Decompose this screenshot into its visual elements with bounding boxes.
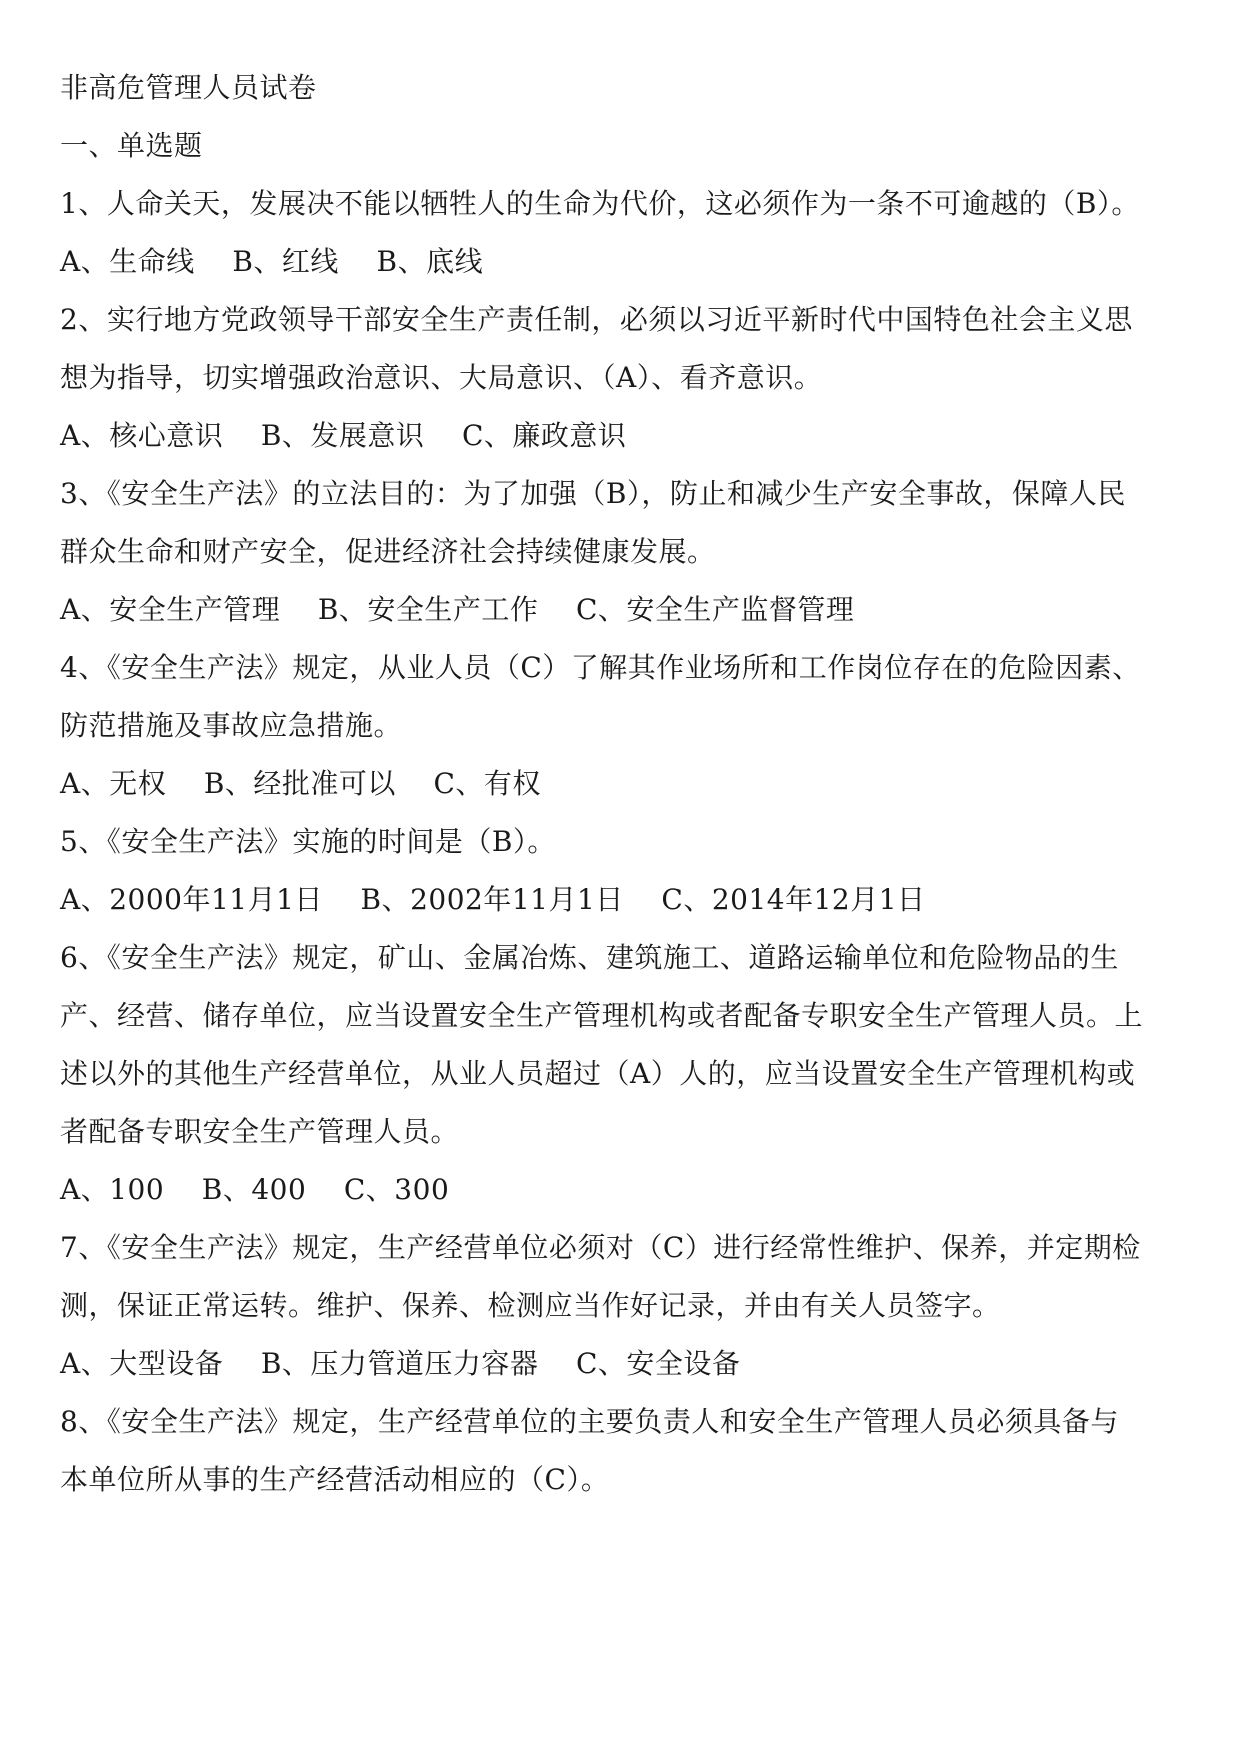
section-heading: 一、单选题 (60, 129, 203, 162)
question-7-stem-line: 7、《安全生产法》规定，生产经营单位必须对（C）进行经常性维护、保养，并定期检 (60, 1231, 1141, 1264)
question-2-options: A、核心意识 B、发展意识 C、廉政意识 (60, 419, 627, 452)
question-2-stem-line: 想为指导，切实增强政治意识、大局意识、（A）、看齐意识。 (60, 361, 823, 394)
question-8-stem-line: 本单位所从事的生产经营活动相应的（C）。 (60, 1463, 610, 1496)
question-3-stem-line: 3、《安全生产法》的立法目的：为了加强（B），防止和减少生产安全事故，保障人民 (60, 477, 1126, 510)
question-4-options: A、无权 B、经批准可以 C、有权 (60, 767, 541, 800)
question-7-stem-line: 测，保证正常运转。维护、保养、检测应当作好记录，并由有关人员签字。 (60, 1289, 1001, 1322)
question-2-stem-line: 2、实行地方党政领导干部安全生产责任制，必须以习近平新时代中国特色社会主义思 (60, 303, 1133, 336)
question-5-stem-line: 5、《安全生产法》实施的时间是（B）。 (60, 825, 556, 858)
question-5-options: A、2000年11月1日 B、2002年11月1日 C、2014年12月1日 (60, 883, 926, 916)
question-6-stem-line: 者配备专职安全生产管理人员。 (60, 1115, 460, 1148)
question-6-stem-line: 6、《安全生产法》规定，矿山、金属冶炼、建筑施工、道路运输单位和危险物品的生 (60, 941, 1119, 974)
question-7-options: A、大型设备 B、压力管道压力容器 C、安全设备 (60, 1347, 741, 1380)
question-8-stem-line: 8、《安全生产法》规定，生产经营单位的主要负责人和安全生产管理人员必须具备与 (60, 1405, 1119, 1438)
question-4-stem-line: 4、《安全生产法》规定，从业人员（C）了解其作业场所和工作岗位存在的危险因素、 (60, 651, 1141, 684)
question-3-options: A、安全生产管理 B、安全生产工作 C、安全生产监督管理 (60, 593, 855, 626)
question-1-stem-line: 1、人命关天，发展决不能以牺牲人的生命为代价，这必须作为一条不可逾越的（B）。 (60, 187, 1140, 220)
exam-title: 非高危管理人员试卷 (60, 71, 317, 104)
question-3-stem-line: 群众生命和财产安全，促进经济社会持续健康发展。 (60, 535, 716, 568)
question-6-stem-line: 产、经营、储存单位，应当设置安全生产管理机构或者配备专职安全生产管理人员。上 (60, 999, 1144, 1032)
question-1-options: A、生命线 B、红线 B、底线 (60, 245, 484, 278)
question-6-stem-line: 述以外的其他生产经营单位，从业人员超过（A）人的，应当设置安全生产管理机构或 (60, 1057, 1136, 1090)
question-6-options: A、100 B、400 C、300 (60, 1173, 450, 1206)
question-4-stem-line: 防范措施及事故应急措施。 (60, 709, 403, 742)
